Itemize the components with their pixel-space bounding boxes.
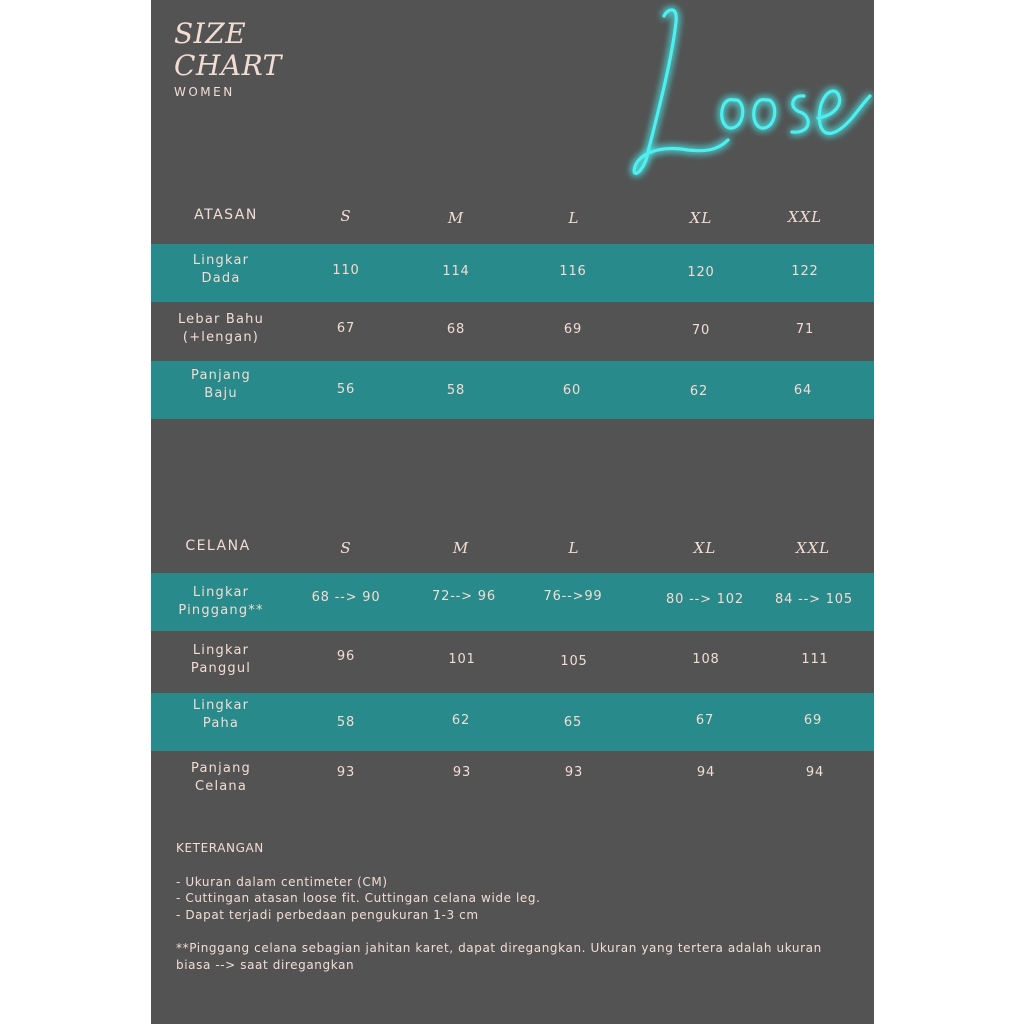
cell-xl: 80 --> 102 [666, 592, 744, 607]
atasan-row-lingkar-dada [151, 244, 874, 302]
row-label-line-2: (+lengan) [182, 330, 260, 345]
row-label-line-1: Panjang [191, 368, 251, 383]
celana-size-m: M [452, 539, 470, 557]
cell-s: 96 [336, 649, 356, 664]
atasan-size-xxl: XXL [787, 208, 823, 226]
cell-m: 93 [452, 765, 472, 780]
row-label [151, 584, 291, 620]
cell-l: 65 [563, 715, 583, 730]
row-label-line-1: Lingkar [192, 643, 250, 658]
cell-xxl: 111 [801, 652, 829, 667]
row-label-line-2: Pinggang** [178, 603, 264, 618]
atasan-row-lebar-bahu [151, 302, 874, 360]
loose-neon-logo [606, 0, 874, 200]
notes-heading: KETERANGAN [176, 841, 264, 855]
cell-xxl: 64 [793, 383, 813, 398]
row-label [151, 642, 291, 678]
celana-section-label: CELANA [185, 538, 251, 554]
atasan-section-label: ATASAN [194, 207, 258, 223]
row-label-line-2: Celana [194, 779, 248, 794]
row-label-line-1: Lingkar [192, 698, 250, 713]
celana-size-s: S [340, 539, 352, 557]
row-label-line-1: Lebar Bahu [177, 312, 265, 327]
cell-m: 62 [451, 713, 471, 728]
cell-xxl: 94 [805, 765, 825, 780]
cell-l: 116 [559, 264, 587, 279]
cell-s: 93 [336, 765, 356, 780]
atasan-size-l: L [568, 209, 580, 227]
row-label-line-1: Panjang [191, 761, 251, 776]
cell-s: 110 [332, 263, 360, 278]
row-label [151, 252, 291, 288]
celana-row-lingkar-paha [151, 693, 874, 751]
cell-s: 68 --> 90 [311, 590, 381, 605]
size-chart-sheet [151, 0, 874, 1024]
celana-row-lingkar-panggul [151, 633, 874, 693]
celana-size-xxl: XXL [795, 539, 831, 557]
cell-xxl: 122 [791, 264, 819, 279]
atasan-size-s: S [340, 207, 352, 225]
cell-s: 56 [336, 382, 356, 397]
title-line-2: CHART [174, 49, 282, 82]
row-label-line-1: Lingkar [192, 253, 250, 268]
row-label-line-2: Panggul [190, 661, 252, 676]
note-item: - Ukuran dalam centimeter (CM) [176, 874, 388, 889]
cell-m: 72--> 96 [432, 589, 496, 604]
atasan-size-xl: XL [689, 209, 713, 227]
atasan-size-m: M [447, 209, 465, 227]
cell-xl: 108 [692, 652, 720, 667]
row-label [151, 697, 291, 733]
cell-l: 76-->99 [543, 589, 603, 604]
cell-m: 114 [442, 264, 470, 279]
note-item: - Dapat terjadi perbedaan pengukuran 1-3 cm [176, 907, 479, 922]
notes-footnote: **Pinggang celana sebagian jahitan karet, dapat diregangkan. Ukuran yang tertera adalah ukuran biasa --> saat diregangkan [176, 941, 822, 972]
row-label-line-2: Baju [204, 386, 238, 401]
cell-xxl: 71 [795, 322, 815, 337]
cell-xxl: 84 --> 105 [775, 592, 853, 607]
cell-l: 105 [560, 654, 588, 669]
row-label-line-2: Dada [201, 271, 241, 286]
cell-l: 60 [562, 383, 582, 398]
row-label [151, 760, 291, 796]
cell-m: 58 [446, 383, 466, 398]
celana-size-xl: XL [693, 539, 717, 557]
page-subtitle: WOMEN [174, 85, 235, 99]
cell-m: 101 [448, 652, 476, 667]
cell-xl: 62 [689, 384, 709, 399]
celana-row-panjang-celana [151, 751, 874, 809]
cell-xl: 67 [695, 713, 715, 728]
cell-l: 93 [564, 765, 584, 780]
notes-section [176, 840, 856, 973]
row-label [151, 311, 291, 347]
row-label-line-2: Paha [202, 716, 240, 731]
row-label [151, 367, 291, 403]
celana-size-l: L [568, 539, 580, 557]
row-label-line-1: Lingkar [192, 585, 250, 600]
cell-xl: 70 [691, 323, 711, 338]
atasan-row-panjang-baju [151, 361, 874, 419]
cell-m: 68 [446, 322, 466, 337]
cell-xxl: 69 [803, 713, 823, 728]
cell-l: 69 [563, 322, 583, 337]
cell-xl: 120 [687, 265, 715, 280]
cell-s: 58 [336, 715, 356, 730]
page-title [174, 18, 282, 82]
cell-xl: 94 [696, 765, 716, 780]
title-line-1: SIZE [174, 17, 247, 50]
cell-s: 67 [336, 321, 356, 336]
celana-row-lingkar-pinggang [151, 573, 874, 631]
note-item: - Cuttingan atasan loose fit. Cuttingan celana wide leg. [176, 891, 541, 905]
